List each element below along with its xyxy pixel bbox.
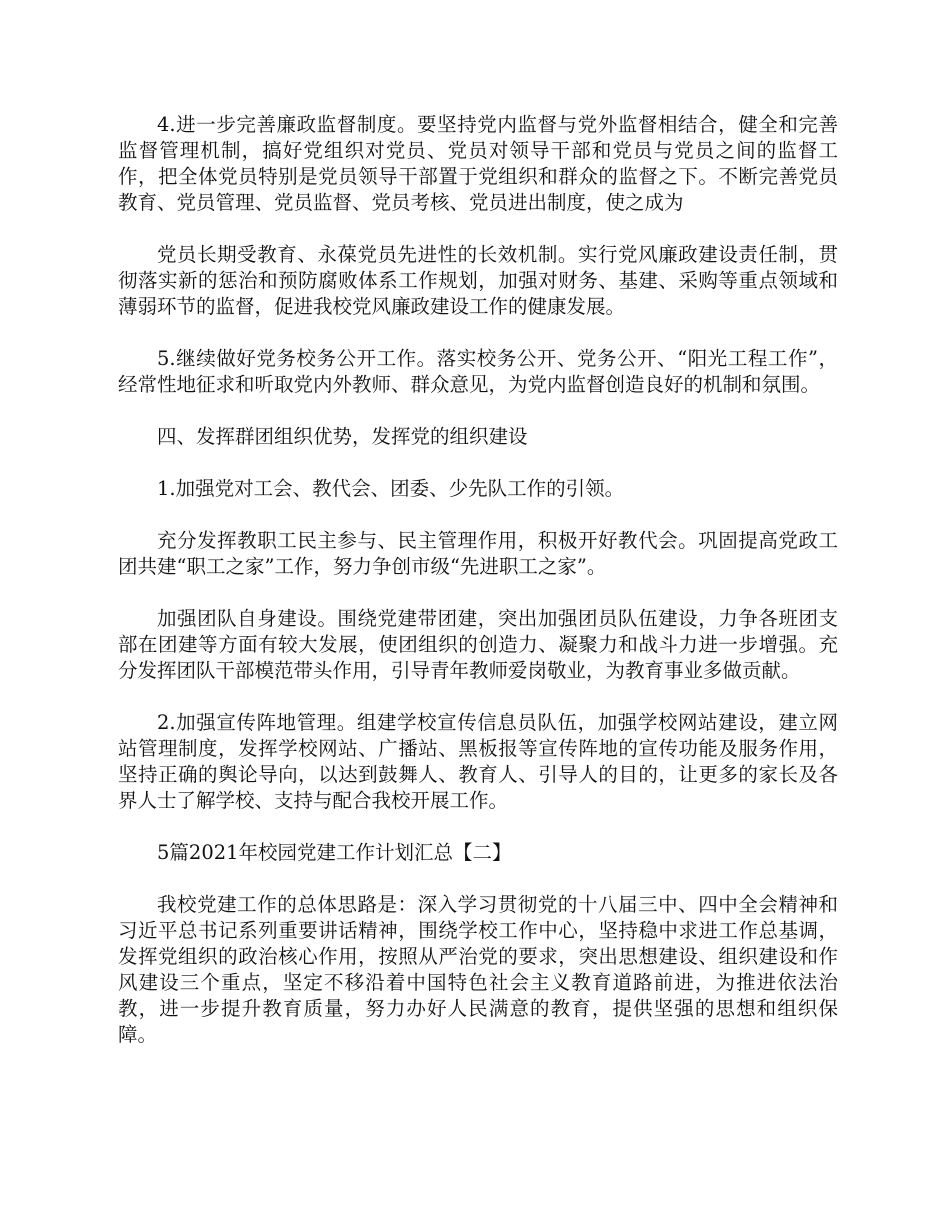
- section-heading-part-two: 5篇2021年校园党建工作计划汇总【二】: [157, 841, 512, 864]
- paragraph-team-building: 加强团队自身建设。围绕党建带团建，突出加强团员队伍建设，力争各班团支部在团建等方面有较大发展，使团组织的创造力、凝聚力和战斗力进一步增强。充分发挥团队干部模范带头作用，引导青年教师爱岗敬业，为教育事业多做贡献。: [118, 607, 838, 682]
- paragraph-supervision-system: 4.进一步完善廉政监督制度。要坚持党内监督与党外监督相结合，健全和完善监督管理机制，搞好党组织对党员、党员对领导干部和党员与党员之间的监督工作，把全体党员特别是党员领导干部置于党组织和群众的监督之下。不断完善党员教育、党员管理、党员监督、党员考核、党员进出制度，使之成为: [118, 113, 838, 214]
- paragraph-long-term-mechanism: 党员长期受教育、永葆党员先进性的长效机制。实行党风廉政建设责任制，贯彻落实新的惩治和预防腐败体系工作规划，加强对财务、基建、采购等重点领域和薄弱环节的监督，促进我校党风廉政建设工作的健康发展。: [118, 243, 838, 318]
- section-heading-mass-organizations: 四、发挥群团组织优势，发挥党的组织建设: [157, 425, 528, 448]
- paragraph-union-leadership: 1.加强党对工会、教代会、团委、少先队工作的引领。: [157, 477, 625, 500]
- paragraph-overall-approach: 我校党建工作的总体思路是：深入学习贯彻党的十八届三中、四中全会精神和习近平总书记系列重要讲话精神，围绕学校工作中心，坚持稳中求进工作总基调，发挥党组织的政治核心作用，按照从严治党的要求，突出思想建设、组织建设和作风建设三个重点，坚定不移沿着中国特色社会主义教育道路前进，为推进依法治教，进一步提升教育质量，努力办好人民满意的教育，提供坚强的思想和组织保障。: [118, 893, 838, 1046]
- paragraph-staff-participation: 充分发挥教职工民主参与、民主管理作用，积极开好教代会。巩固提高党政工团共建“职工之家”工作，努力争创市级“先进职工之家”。: [118, 529, 838, 578]
- document-body: [118, 112, 838, 1074]
- paragraph-publicity-management: 2.加强宣传阵地管理。组建学校宣传信息员队伍，加强学校网站建设，建立网站管理制度，发挥学校网站、广播站、黑板报等宣传阵地的宣传功能及服务作用，坚持正确的舆论导向，以达到鼓舞人、教育人、引导人的目的，让更多的家长及各界人士了解学校、支持与配合我校开展工作。: [118, 711, 838, 812]
- paragraph-affairs-disclosure: 5.继续做好党务校务公开工作。落实校务公开、党务公开、“阳光工程工作”，经常性地征求和听取党内外教师、群众意见，为党内监督创造良好的机制和氛围。: [118, 347, 838, 396]
